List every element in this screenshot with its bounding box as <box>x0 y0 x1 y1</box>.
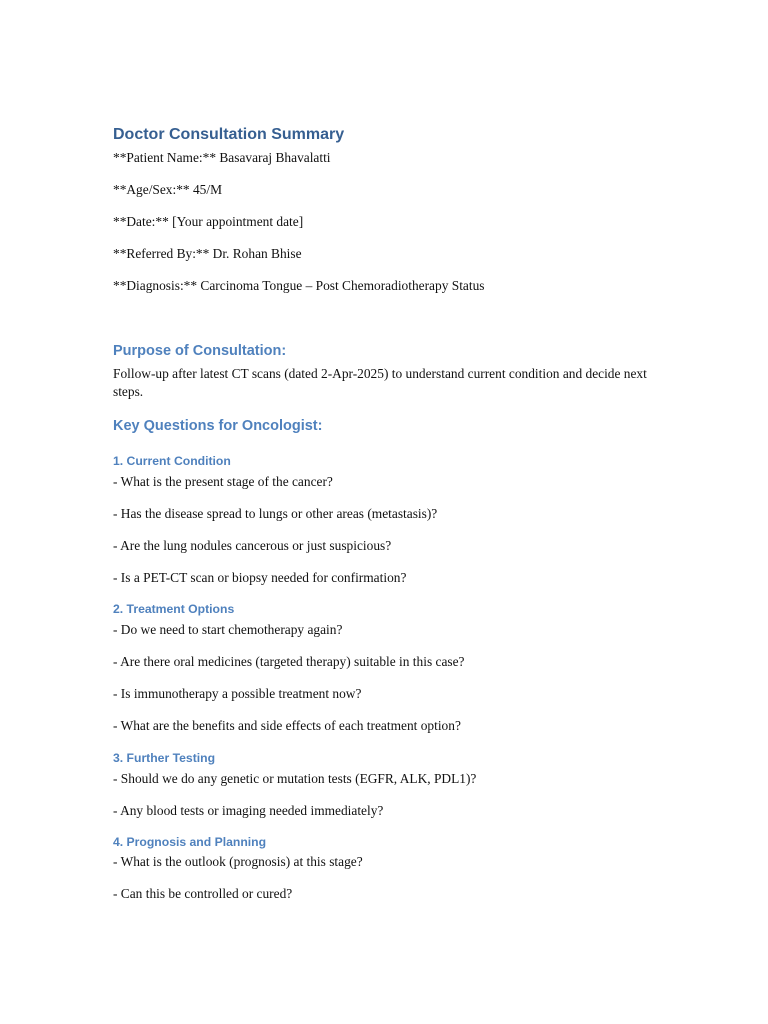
purpose-text: Follow-up after latest CT scans (dated 2-Apr-2025) to understand current condition and decide next steps. <box>113 366 647 399</box>
question-item: - What is the outlook (prognosis) at this stage? <box>113 854 363 869</box>
question-item: - What is the present stage of the cancer? <box>113 474 333 489</box>
section-title-further-testing: 3. Further Testing <box>113 751 216 765</box>
question-item: - Is a PET-CT scan or biopsy needed for confirmation? <box>113 570 407 585</box>
document-title: Doctor Consultation Summary <box>113 126 345 143</box>
section-title-treatment-options: 2. Treatment Options <box>113 602 235 616</box>
diagnosis: **Diagnosis:** Carcinoma Tongue – Post Chemoradiotherapy Status <box>113 278 485 293</box>
section-title-prognosis-planning: 4. Prognosis and Planning <box>113 835 267 849</box>
question-item: - Any blood tests or imaging needed immediately? <box>113 803 384 818</box>
question-item: - Has the disease spread to lungs or other areas (metastasis)? <box>113 506 438 521</box>
patient-name: **Patient Name:** Basavaraj Bhavalatti <box>113 150 331 165</box>
section-title-current-condition: 1. Current Condition <box>113 454 231 468</box>
purpose-heading: Purpose of Consultation: <box>113 343 287 359</box>
key-questions-heading: Key Questions for Oncologist: <box>113 418 323 434</box>
question-item: - Should we do any genetic or mutation tests (EGFR, ALK, PDL1)? <box>113 771 477 786</box>
patient-age-sex: **Age/Sex:** 45/M <box>113 182 222 197</box>
question-item: - What are the benefits and side effects of each treatment option? <box>113 718 461 733</box>
question-item: - Is immunotherapy a possible treatment now? <box>113 686 362 701</box>
question-item: - Are the lung nodules cancerous or just suspicious? <box>113 538 392 553</box>
question-item: - Are there oral medicines (targeted therapy) suitable in this case? <box>113 654 465 669</box>
referred-by: **Referred By:** Dr. Rohan Bhise <box>113 246 302 261</box>
question-item: - Do we need to start chemotherapy again? <box>113 622 343 637</box>
question-item: - Can this be controlled or cured? <box>113 886 293 901</box>
appointment-date: **Date:** [Your appointment date] <box>113 214 304 229</box>
